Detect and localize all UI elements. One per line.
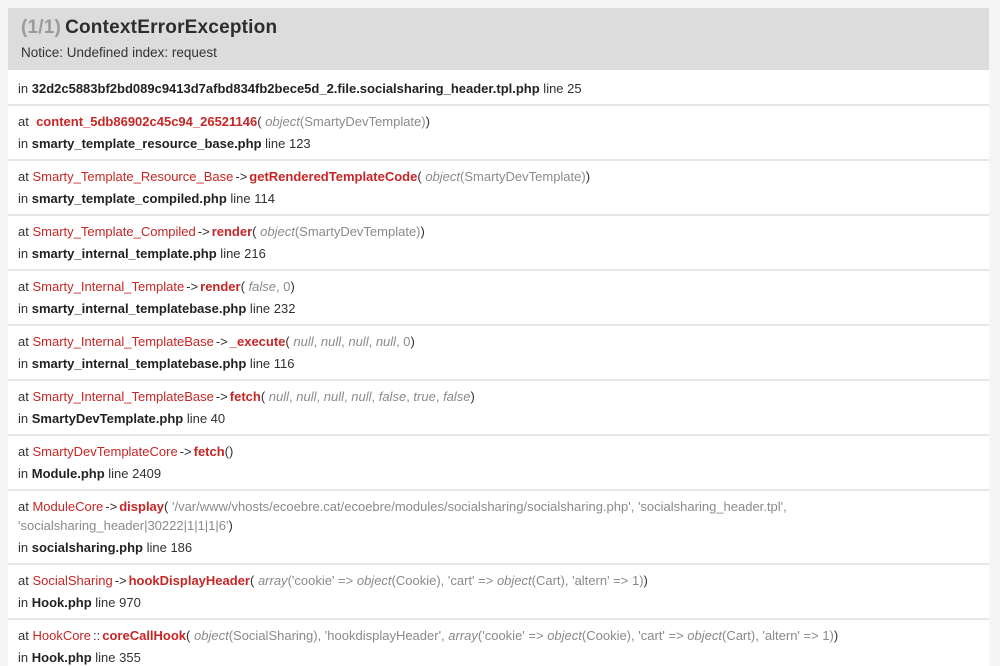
class-name: Smarty_Internal_TemplateBase [32, 389, 214, 404]
trace-text: at [18, 573, 33, 588]
trace-location-line [18, 299, 979, 318]
type-keyword: array [448, 628, 478, 643]
location-file: socialsharing.php [31, 540, 143, 555]
call-operator: -> [215, 334, 228, 349]
trace-entry [8, 620, 989, 666]
trace-call-line [18, 497, 979, 535]
type-keyword: object [425, 169, 461, 184]
argument-value: , [344, 389, 352, 404]
location-line-number: line 232 [246, 301, 296, 316]
location-prefix: in [18, 246, 32, 261]
method-name: render [200, 279, 241, 294]
location-prefix: in [18, 81, 32, 96]
type-keyword: null [293, 334, 314, 349]
trace-text: ( [257, 114, 266, 129]
method-name: hookDisplayHeader [128, 573, 250, 588]
trace-location-line [18, 538, 979, 557]
location-prefix: in [18, 650, 32, 665]
trace-text: ) [290, 279, 295, 294]
location-prefix: in [18, 356, 32, 371]
argument-value: , [371, 389, 379, 404]
trace-call-line [18, 222, 979, 241]
type-keyword: false [443, 389, 471, 404]
location-prefix: in [18, 191, 32, 206]
exception-header [8, 8, 989, 70]
type-keyword: null [296, 389, 317, 404]
call-operator: -> [179, 444, 192, 459]
argument-value: , [341, 334, 349, 349]
trace-text: at [18, 444, 33, 459]
location-prefix: in [18, 301, 32, 316]
method-name: content_5db86902c45c94_26521146 [36, 114, 258, 129]
location-prefix: in [18, 136, 32, 151]
location-line-number: line 355 [91, 650, 141, 665]
trace-entry [8, 491, 989, 565]
trace-location-line [18, 244, 979, 263]
trace-text: ( [260, 389, 269, 404]
trace-text: ) [425, 114, 430, 129]
type-keyword: object [356, 573, 392, 588]
trace-entry [8, 565, 989, 620]
type-keyword: null [375, 334, 397, 349]
trace-call-line [18, 442, 979, 461]
method-name: _execute [229, 334, 286, 349]
type-keyword: object [547, 628, 582, 643]
type-keyword: object [496, 573, 532, 588]
trace-text: ) [643, 573, 648, 588]
trace-entry [8, 70, 989, 106]
trace-entry [8, 161, 989, 216]
type-keyword: null [268, 389, 290, 404]
class-name: HookCore [32, 628, 91, 643]
location-file: smarty_internal_templatebase.php [31, 301, 247, 316]
argument-value: (SmartyDevTemplate) [299, 114, 426, 129]
trace-call-line [18, 571, 979, 590]
method-name: fetch [229, 389, 261, 404]
argument-value: '/var/www/vhosts/ecoebre.cat/ecoebre/modules/socialsharing/socialsharing.php', 'socialsharing_header.tpl', 'socialsharing_header|30222|1|1|1|6' [18, 499, 787, 533]
argument-value: , [289, 389, 297, 404]
trace-call-line [18, 277, 979, 296]
type-keyword: object [260, 224, 295, 239]
trace-location-line [18, 354, 979, 373]
location-line-number: line 40 [183, 411, 226, 426]
location-file: SmartyDevTemplate.php [31, 411, 184, 426]
method-name: render [211, 224, 253, 239]
type-keyword: object [265, 114, 300, 129]
call-operator: :: [93, 628, 101, 643]
exception-message: Notice: Undefined index: request [21, 45, 217, 60]
trace-text: ( [240, 279, 249, 294]
location-file: smarty_template_resource_base.php [31, 136, 262, 151]
trace-call-line [18, 112, 979, 131]
trace-text: at [18, 224, 33, 239]
trace-text: at [18, 389, 33, 404]
argument-value: (Cookie), 'cart' => [581, 628, 688, 643]
trace-entry [8, 381, 989, 436]
class-name: Smarty_Internal_Template [32, 279, 185, 294]
trace-text: at [18, 279, 33, 294]
location-line-number: line 114 [226, 191, 275, 206]
trace-location-line [18, 134, 979, 153]
argument-value: , 0 [276, 279, 291, 294]
argument-value: (SmartyDevTemplate) [294, 224, 421, 239]
type-keyword: true [413, 389, 436, 404]
trace-location-line [18, 648, 979, 666]
location-file: 32d2c5883bf2bd089c9413d7afbd834fb2bece5d_2.file.socialsharing_header.tpl.php [31, 81, 540, 96]
location-file: Hook.php [31, 650, 92, 665]
method-name: getRenderedTemplateCode [249, 169, 418, 184]
trace-text: ) [420, 224, 425, 239]
argument-value: ('cookie' => [477, 628, 548, 643]
type-keyword: null [323, 389, 344, 404]
call-operator: -> [186, 279, 199, 294]
trace-location-line [18, 593, 979, 612]
trace-text: () [224, 444, 234, 459]
location-prefix: in [18, 595, 32, 610]
trace-entry [8, 326, 989, 381]
type-keyword: false [248, 279, 277, 294]
trace-location-line [18, 189, 979, 208]
location-file: smarty_internal_templatebase.php [31, 356, 247, 371]
argument-value: , [435, 389, 444, 404]
location-prefix: in [18, 466, 32, 481]
exception-page [0, 8, 1000, 666]
class-name: Smarty_Template_Resource_Base [32, 169, 234, 184]
type-keyword: null [348, 334, 369, 349]
type-keyword: object [194, 628, 229, 643]
argument-value: (Cart), 'altern' => 1) [531, 573, 644, 588]
call-operator: -> [197, 224, 210, 239]
class-name: Smarty_Internal_TemplateBase [32, 334, 214, 349]
class-name: Smarty_Template_Compiled [32, 224, 196, 239]
location-line-number: line 2409 [104, 466, 162, 481]
type-keyword: null [351, 389, 372, 404]
trace-text: ) [470, 389, 475, 404]
argument-value: , [406, 389, 414, 404]
trace-text: at [18, 334, 33, 349]
type-keyword: object [687, 628, 722, 643]
call-operator: -> [114, 573, 127, 588]
argument-value: , [313, 334, 321, 349]
trace-entry [8, 106, 989, 161]
exception-panel [8, 8, 989, 666]
exception-title [21, 16, 976, 40]
argument-value: , [368, 334, 376, 349]
type-keyword: false [378, 389, 407, 404]
exception-class-name: ContextErrorException [65, 17, 278, 38]
method-name: fetch [193, 444, 225, 459]
trace-location-line [18, 409, 979, 428]
trace-text: ( [417, 169, 426, 184]
trace-call-line [18, 167, 979, 186]
trace-entry [8, 216, 989, 271]
trace-text: ( [252, 224, 261, 239]
location-line-number: line 123 [261, 136, 311, 151]
trace-text: at [18, 499, 33, 514]
trace-location-line [18, 79, 979, 98]
trace-entry [8, 436, 989, 491]
argument-value: , [316, 389, 324, 404]
trace-entry [8, 271, 989, 326]
exception-counter: (1/1) [21, 17, 62, 38]
location-line-number: line 25 [539, 81, 582, 96]
argument-value: , 0 [396, 334, 411, 349]
class-name: SmartyDevTemplateCore [32, 444, 178, 459]
trace-text: at [18, 628, 33, 643]
trace-text: ( [285, 334, 294, 349]
trace-text: ( [186, 628, 194, 643]
argument-value: (Cookie), 'cart' => [391, 573, 497, 588]
location-file: smarty_template_compiled.php [31, 191, 227, 206]
trace-text: ) [833, 628, 839, 643]
location-file: Module.php [31, 466, 105, 481]
trace-location-line [18, 464, 979, 483]
type-keyword: null [320, 334, 342, 349]
argument-value: (SocialSharing), 'hookdisplayHeader', [228, 628, 449, 643]
call-operator: -> [215, 389, 228, 404]
trace-text: at [18, 114, 37, 129]
trace-call-line [18, 387, 979, 406]
class-name: SocialSharing [32, 573, 113, 588]
method-name: display [119, 499, 165, 514]
class-name: ModuleCore [32, 499, 104, 514]
argument-value: (Cart), 'altern' => 1) [721, 628, 834, 643]
type-keyword: array [257, 573, 288, 588]
trace-call-line [18, 332, 979, 351]
trace-call-line [18, 626, 979, 645]
location-line-number: line 970 [91, 595, 141, 610]
trace-text: at [18, 169, 33, 184]
location-line-number: line 116 [246, 356, 295, 371]
location-prefix: in [18, 411, 32, 426]
location-file: smarty_internal_template.php [31, 246, 217, 261]
call-operator: -> [235, 169, 248, 184]
location-prefix: in [18, 540, 32, 555]
method-name: coreCallHook [102, 628, 187, 643]
location-line-number: line 186 [142, 540, 193, 555]
argument-value: ('cookie' => [287, 573, 357, 588]
argument-value: (SmartyDevTemplate) [460, 169, 586, 184]
trace-text: ( [249, 573, 258, 588]
trace-text: ) [410, 334, 415, 349]
stack-trace-list [8, 70, 989, 666]
trace-text: ) [585, 169, 591, 184]
location-line-number: line 216 [216, 246, 266, 261]
location-file: Hook.php [31, 595, 92, 610]
call-operator: -> [105, 499, 118, 514]
trace-text: ) [228, 518, 233, 533]
trace-text: ( [164, 499, 172, 514]
